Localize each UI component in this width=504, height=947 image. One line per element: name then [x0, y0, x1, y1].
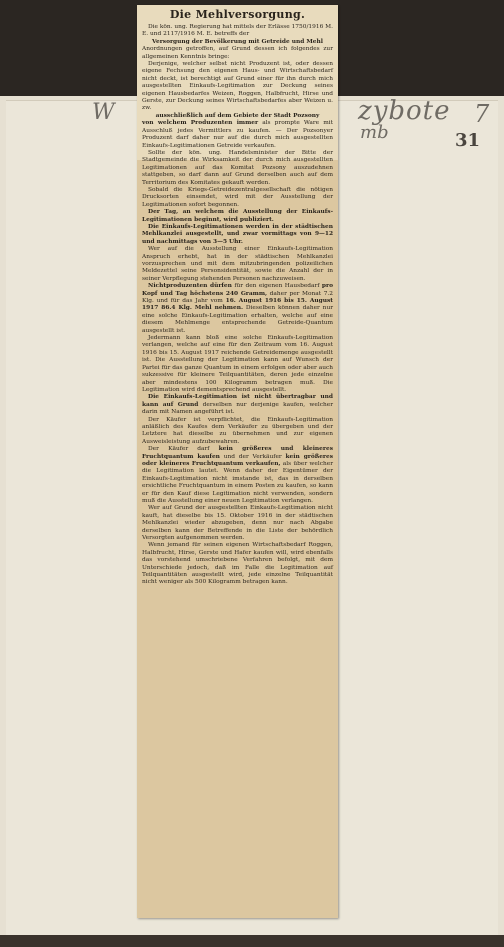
paragraph-6: Der Tag, an welchem die Ausstellung der Einkaufs-Legitimationen beginnt, wird publiziert. [142, 209, 333, 223]
paragraph-9-bold-c: pro Kopf und Tag höchstens 240 Gramm, [142, 283, 333, 297]
article-title: Die Mehlversorgung. [169, 8, 306, 21]
article-subject: Versorgung der Bevölkerung mit Getreide und Mehl [152, 38, 323, 45]
pencil-note-right-line2: mb [360, 122, 389, 143]
paragraph-13-bold-b: kein größeres und kleineres Fruchtquantum kaufen [142, 446, 333, 460]
paragraph-15: Wenn jemand für seinen eigenen Wirtschaftsbedarf Roggen, Halbfrucht, Hirse, Gerste und Hafer kaufen will, wird ebenfalls das vorstehend umschriebene Verfahren befolgt, mit dem Unterschiede jedoch, daß im Falle die Legitimation auf Teilquantitäten ausgestellt wird, jede einzelne Teilquantität nicht weniger als 500 Kilogramm betragen kann. [142, 542, 333, 586]
clipping-text [137, 5, 338, 587]
paragraph-9-bold-e: 16. August 1916 bis 15. August 1917 86.4 Klg. Mehl nehmen. [142, 298, 333, 312]
pencil-note-left: W [92, 100, 115, 125]
paragraph-2: Derjenige, welcher selbst nicht Produzent ist, oder dessen eigene Fechsung den eigenen Haus- und Wirtschaftsbedarf nicht deckt, ist berechtigt auf Grund einer für ihn durch mich ausgestellten Einkaufs-Legitimation zur Deckung seines eigenen Hausbedarfes Weizen, Roggen, Halbfrucht, Hirse und Gerste, zur Deckung seines Wirtschaftsbedarfes aber Weizen u. zw. [142, 61, 333, 112]
paragraph-11-bold: Die Einkaufs-Legitimation ist nicht übertragbar und kann auf Grund [142, 394, 333, 408]
paragraph-4: Sollte der kön. ung. Handelsminister der Bitte der Stadtgemeinde die Wirksamkeit der durch mich ausgestellten Legitimationen auf das Komitat Pozsony auszudehnen stattgeben, so darf dann auf Grund derselben auch auf dem Territorium des Komitates gekauft werden. [142, 149, 333, 186]
paragraph-9-b: für den eigenen Hausbedarf [234, 283, 320, 290]
paragraph-3-rest: als prompte Ware mit Ausschluß jedes Vermittlers zu kaufen. — Der Pozsonyer Produzent darf daher nur auf die durch mich ausgestellten Einkaufs-Legitimationen Getreide verkaufen. [142, 120, 333, 149]
paragraph-1: Anordnungen getroffen, auf Grund dessen ich folgendes zur allgemeinen Kenntnis bringe: [142, 46, 333, 60]
paragraph-8: Wer auf die Ausstellung einer Einkaufs-Legitimation Anspruch erhebt, hat in der städtischen Mehlkanzlei vorzusprechen und mit dem mitzubringenden polizeilichen Meldezettel seine Personsidentität, sowie die Anzahl der in seiner Verpflegung stehenden Personen nachzuweisen. [142, 246, 333, 282]
paragraph-13-e: als über welcher die Legitimation lautet. Wenn daher der Eigentümer der Einkaufs-Legitimation nicht imstande ist, das in derselben ersichtliche Fruchtquantum in einem Posten zu kaufen, so kann er für den Kauf diese Legitimation nicht verwenden, sondern muß die Ausstellung einer neuen Legitimation verlangen. [142, 460, 333, 504]
paragraph-11 [142, 394, 333, 416]
paragraph-9-bold-a: Nichtproduzenten dürfen [148, 283, 232, 290]
article-intro: Die kön. ung. Regierung hat mittels der Erlässe 1750/1916 M. E. und 2117/1916 M. E. betreffs der [142, 24, 333, 38]
bottom-edge [0, 935, 504, 947]
newspaper-clipping [137, 5, 338, 918]
paragraph-13 [142, 446, 333, 505]
paragraph-9 [142, 283, 333, 335]
paragraph-7-bold-b: und zwar vormittags von 9—12 und nachmittags von 3—5 Uhr. [142, 231, 334, 245]
paragraph-7-bold-a: Die Einkaufs-Legitimationen werden in der städtischen Mehlkanzlei ausgestellt, [142, 223, 333, 238]
paragraph-11-rest: derselben nur derjenige kaufen, welcher darin mit Namen angeführt ist. [142, 401, 334, 416]
paragraph-13-bold-d: kein größeres oder kleineres Fruchtquantum verkaufen, [142, 453, 334, 467]
paragraph-9-f: Dieselben können daher nur eine solche Einkaufs-Legitimation erhalten, welche auf eine diesem Mehlmenge entsprechende Getreide-Quantum ausgestellt ist. [142, 305, 333, 334]
pencil-note-seven: 7 [474, 100, 490, 128]
paragraph-9-d: daher per Monat 7.2 Klg. und für das Jahr vom [142, 290, 334, 305]
paragraph-7 [142, 224, 333, 246]
paragraph-14: Wer auf Grund der ausgestellten Einkaufs-Legitimation nicht kauft, hat dieselbe bis 15. Oktober 1916 in der städtischen Mehlkanzlei wieder abzugeben, denn nur nach Abgabe derselben kann der Betreffende in die Liste der behördlich Versorgten aufgenommen werden. [142, 505, 333, 542]
paragraph-13-c: und der Verkäufer [223, 453, 282, 460]
pencil-note-right: zybote [358, 96, 451, 126]
page-number: 31 [455, 130, 481, 151]
paragraph-12: Der Käufer ist verpflichtet, die Einkaufs-Legitimation anläßlich des Kaufes dem Verkäufer zu übergeben und der Letztere hat dieselbe zu übernehmen und zur eigenen Ausweisleistung aufzubewahren. [142, 416, 333, 445]
paragraph-3-heading: ausschließlich auf dem Gebiete der Stadt Pozsony [155, 112, 320, 119]
paragraph-5: Sobald die Kriegs-Getreidezentralgesellschaft die nötigen Drucksorten einsendet, wird mit der Ausstellung der Legitimationen sofort begonnen. [142, 186, 333, 208]
paragraph-3-bold: von welchem Produzenten immer [142, 120, 259, 127]
paragraph-3 [142, 120, 333, 150]
paragraph-13-a: Der Käufer darf [148, 446, 210, 453]
paragraph-10: Jedermann kann bloß eine solche Einkaufs-Legitimation verlangen, welche auf eine für den Zeitraum vom 16. August 1916 bis 15. August 1917 reichende Getreidemenge ausgestellt ist. Die Ausstellung der Legitimation kann auf Wunsch der Partei für das ganze Quantum in einem erfolgen oder aber auch sukzessive für kleinere Teilquantitäten, deren jede einzelne aber mindestens 100 Kilogramm betragen muß. Die Legitimation wird dementsprechend ausgestellt. [142, 335, 333, 393]
